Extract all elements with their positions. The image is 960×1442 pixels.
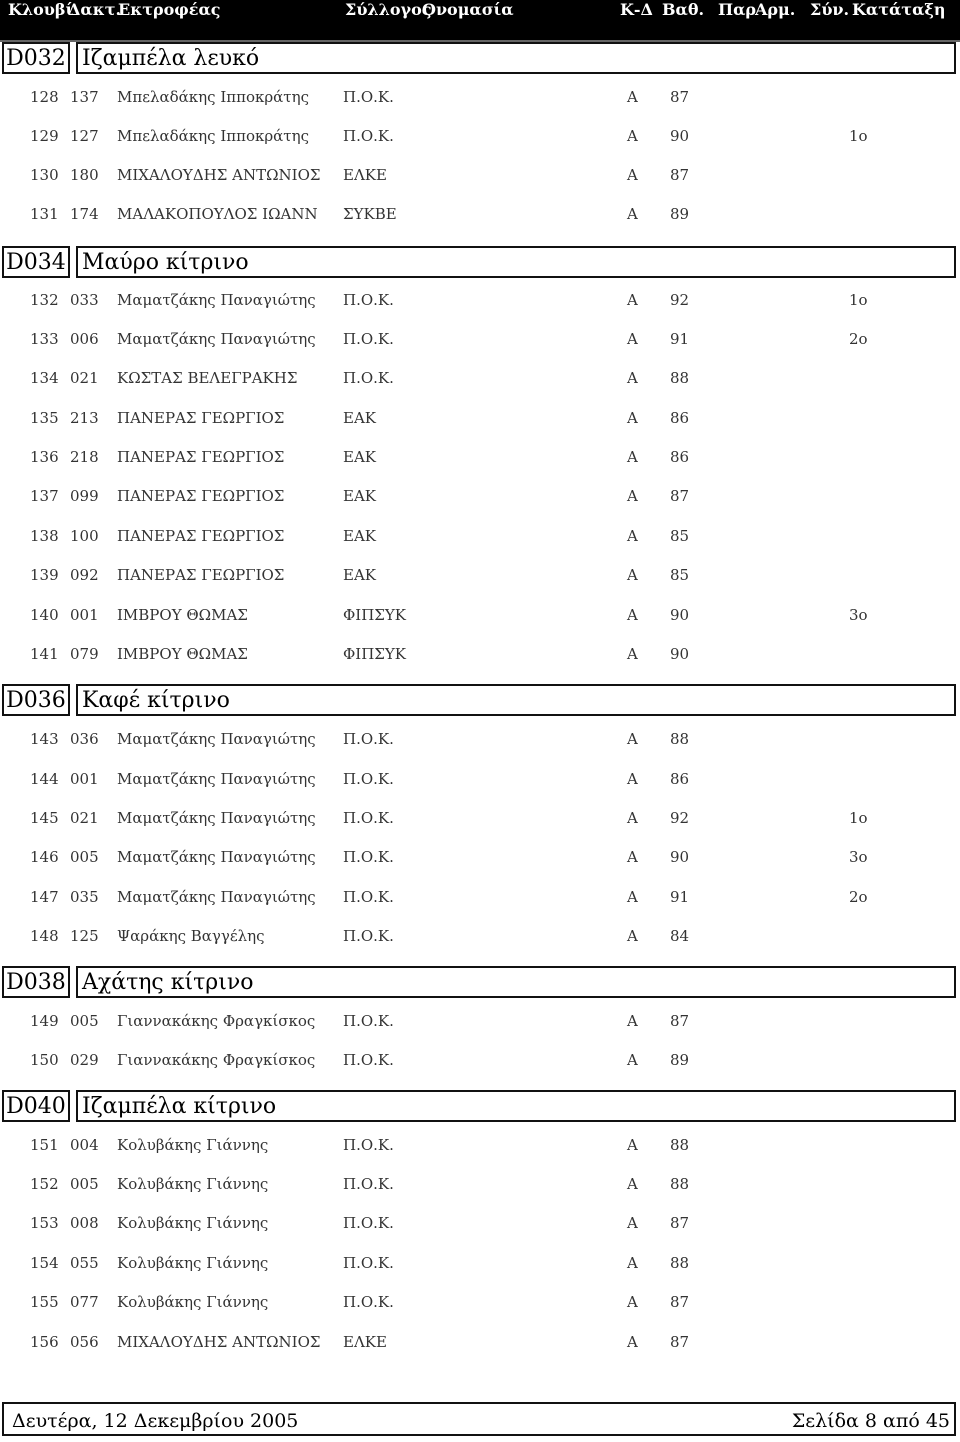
breeder-name: ΜΙΧΑΛΟΥΔΗΣ ΑΝΤΩΝΙΟΣ [117,1333,321,1351]
points: 86 [670,409,690,427]
points: 87 [670,1333,690,1351]
category: Α [627,291,638,309]
club-name: Π.Ο.Κ. [343,1293,394,1311]
breeder-name: ΠΑΝΕΡΑΣ ΓΕΩΡΓΙΟΣ [117,487,285,505]
breeder-name: ΙΜΒΡΟΥ ΘΩΜΑΣ [117,645,248,663]
breeder-name: Ψαράκης Βαγγέλης [117,927,265,945]
club-name: Π.Ο.Κ. [343,330,394,348]
cage-number: 133 [30,330,59,348]
ring-number: 006 [70,330,99,348]
breeder-name: Μπελαδάκης Ιπποκράτης [117,127,309,145]
table-row [0,730,960,752]
table-row [0,888,960,910]
category: Α [627,448,638,466]
cage-number: 148 [30,927,59,945]
cage-number: 154 [30,1254,59,1272]
breeder-name: Μαματζάκης Παναγιώτης [117,848,316,866]
section-title: Ιζαμπέλα κίτρινο [76,1090,956,1122]
breeder-name: Μπελαδάκης Ιπποκράτης [117,88,309,106]
breeder-name: ΜΙΧΑΛΟΥΔΗΣ ΑΝΤΩΝΙΟΣ [117,166,321,184]
ring-number: 021 [70,369,99,387]
table-row [0,1214,960,1236]
category: Α [627,487,638,505]
category: Α [627,1293,638,1311]
points: 89 [670,205,690,223]
cage-number: 135 [30,409,59,427]
cage-number: 141 [30,645,59,663]
points: 91 [670,888,690,906]
header-grade: Βαθ. [662,0,705,19]
club-name: Π.Ο.Κ. [343,1175,394,1193]
points: 87 [670,487,690,505]
ring-number: 033 [70,291,99,309]
cage-number: 145 [30,809,59,827]
breeder-name: Μαματζάκης Παναγιώτης [117,291,316,309]
points: 89 [670,1051,690,1069]
page-footer [2,1402,956,1436]
club-name: Π.Ο.Κ. [343,888,394,906]
cage-number: 132 [30,291,59,309]
table-row [0,606,960,628]
table-row [0,1051,960,1073]
category: Α [627,1214,638,1232]
category: Α [627,1333,638,1351]
section-title: Καφέ κίτρινο [76,684,956,716]
club-name: ΕΛΚΕ [343,1333,387,1351]
header-club: Σύλλογος [345,0,432,19]
ring-number: 036 [70,730,99,748]
points: 88 [670,1175,690,1193]
table-row [0,448,960,470]
points: 88 [670,369,690,387]
table-row [0,291,960,313]
breeder-name: ΠΑΝΕΡΑΣ ΓΕΩΡΓΙΟΣ [117,527,285,545]
category: Α [627,409,638,427]
table-row [0,645,960,667]
cage-number: 140 [30,606,59,624]
points: 84 [670,927,690,945]
table-header [0,0,960,42]
cage-number: 150 [30,1051,59,1069]
ranking: 2ο [849,330,868,348]
points: 88 [670,1136,690,1154]
category: Α [627,1012,638,1030]
table-row [0,1136,960,1158]
club-name: Π.Ο.Κ. [343,1051,394,1069]
club-name: Π.Ο.Κ. [343,848,394,866]
category: Α [627,927,638,945]
section-header [2,684,956,718]
club-name: Π.Ο.Κ. [343,927,394,945]
section-code: D034 [2,246,70,278]
category: Α [627,1254,638,1272]
header-total: Σύν. [810,0,850,19]
points: 90 [670,606,690,624]
category: Α [627,770,638,788]
club-name: Π.Ο.Κ. [343,88,394,106]
points: 86 [670,448,690,466]
section-code: D040 [2,1090,70,1122]
breeder-name: ΜΑΛΑΚΟΠΟΥΛΟΣ ΙΩΑΝΝ [117,205,318,223]
breeder-name: Κολυβάκης Γιάννης [117,1175,269,1193]
points: 85 [670,566,690,584]
breeder-name: Μαματζάκης Παναγιώτης [117,888,316,906]
category: Α [627,809,638,827]
ring-number: 100 [70,527,99,545]
cage-number: 146 [30,848,59,866]
breeder-name: Κολυβάκης Γιάννης [117,1293,269,1311]
category: Α [627,645,638,663]
table-row [0,848,960,870]
ring-number: 079 [70,645,99,663]
breeder-name: Μαματζάκης Παναγιώτης [117,330,316,348]
ranking: 1ο [849,127,868,145]
breeder-name: Μαματζάκης Παναγιώτης [117,730,316,748]
club-name: Π.Ο.Κ. [343,809,394,827]
category: Α [627,330,638,348]
points: 88 [670,730,690,748]
table-row [0,369,960,391]
club-name: ΕΑΚ [343,448,376,466]
footer-date: Δευτέρα, 12 Δεκεμβρίου 2005 [12,1410,299,1432]
category: Α [627,606,638,624]
points: 92 [670,291,690,309]
points: 92 [670,809,690,827]
club-name: Π.Ο.Κ. [343,1214,394,1232]
cage-number: 131 [30,205,59,223]
club-name: Π.Ο.Κ. [343,291,394,309]
category: Α [627,205,638,223]
cage-number: 139 [30,566,59,584]
club-name: Π.Ο.Κ. [343,369,394,387]
section-code: D032 [2,42,70,74]
section-header [2,1090,956,1124]
ring-number: 001 [70,606,99,624]
section-code: D036 [2,684,70,716]
cage-number: 130 [30,166,59,184]
breeder-name: ΠΑΝΕΡΑΣ ΓΕΩΡΓΙΟΣ [117,566,285,584]
ring-number: 005 [70,1012,99,1030]
table-row [0,527,960,549]
ring-number: 005 [70,848,99,866]
cage-number: 147 [30,888,59,906]
breeder-name: ΠΑΝΕΡΑΣ ΓΕΩΡΓΙΟΣ [117,409,285,427]
cage-number: 136 [30,448,59,466]
header-variety: Ονομασία [422,0,514,19]
ring-number: 056 [70,1333,99,1351]
ring-number: 213 [70,409,99,427]
ring-number: 092 [70,566,99,584]
table-row [0,927,960,949]
category: Α [627,88,638,106]
club-name: ΕΑΚ [343,566,376,584]
cage-number: 137 [30,487,59,505]
category: Α [627,127,638,145]
header-breeder: Εκτροφέας [118,0,221,19]
club-name: ΕΛΚΕ [343,166,387,184]
category: Α [627,1175,638,1193]
club-name: Π.Ο.Κ. [343,1012,394,1030]
ring-number: 099 [70,487,99,505]
table-row [0,809,960,831]
points: 87 [670,166,690,184]
ring-number: 008 [70,1214,99,1232]
breeder-name: Κολυβάκης Γιάννης [117,1136,269,1154]
points: 87 [670,1293,690,1311]
cage-number: 134 [30,369,59,387]
ring-number: 004 [70,1136,99,1154]
points: 91 [670,330,690,348]
footer-page-number: Σελίδα 8 από 45 [791,1410,950,1432]
club-name: ΦΙΠΣΥΚ [343,606,407,624]
ring-number: 035 [70,888,99,906]
ring-number: 127 [70,127,99,145]
ring-number: 005 [70,1175,99,1193]
cage-number: 129 [30,127,59,145]
cage-number: 138 [30,527,59,545]
section-code: D038 [2,966,70,998]
ring-number: 137 [70,88,99,106]
table-row [0,166,960,188]
ring-number: 125 [70,927,99,945]
header-ring: Δακτ. [68,0,122,19]
points: 90 [670,127,690,145]
club-name: Π.Ο.Κ. [343,730,394,748]
cage-number: 144 [30,770,59,788]
table-row [0,770,960,792]
cage-number: 156 [30,1333,59,1351]
table-row [0,487,960,509]
table-row [0,566,960,588]
section-header [2,42,956,76]
points: 88 [670,1254,690,1272]
category: Α [627,369,638,387]
section-header [2,966,956,1000]
ring-number: 021 [70,809,99,827]
table-row [0,1012,960,1034]
header-par: Παρ [718,0,757,19]
section-title: Αχάτης κίτρινο [76,966,956,998]
category: Α [627,848,638,866]
ranking: 1ο [849,809,868,827]
ring-number: 180 [70,166,99,184]
breeder-name: Μαματζάκης Παναγιώτης [117,809,316,827]
header-cage: Κλουβί [8,0,74,19]
breeder-name: Γιαννακάκης Φραγκίσκος [117,1012,316,1030]
table-row [0,1175,960,1197]
club-name: ΕΑΚ [343,527,376,545]
header-ranking: Κατάταξη [852,0,946,19]
points: 87 [670,88,690,106]
section-header [2,246,956,280]
table-row [0,330,960,352]
club-name: ΦΙΠΣΥΚ [343,645,407,663]
breeder-name: ΙΜΒΡΟΥ ΘΩΜΑΣ [117,606,248,624]
category: Α [627,730,638,748]
points: 85 [670,527,690,545]
points: 86 [670,770,690,788]
ranking: 2ο [849,888,868,906]
club-name: ΕΑΚ [343,487,376,505]
table-row [0,409,960,431]
category: Α [627,1136,638,1154]
club-name: Π.Ο.Κ. [343,127,394,145]
ring-number: 001 [70,770,99,788]
ranking: 1ο [849,291,868,309]
header-arm: Αρμ. [755,0,796,19]
table-row [0,205,960,227]
table-row [0,1254,960,1276]
table-row [0,88,960,110]
points: 90 [670,645,690,663]
cage-number: 153 [30,1214,59,1232]
points: 90 [670,848,690,866]
ring-number: 029 [70,1051,99,1069]
cage-number: 151 [30,1136,59,1154]
breeder-name: ΠΑΝΕΡΑΣ ΓΕΩΡΓΙΟΣ [117,448,285,466]
ranking: 3ο [849,848,868,866]
club-name: ΣΥΚΒΕ [343,205,397,223]
section-title: Μαύρο κίτρινο [76,246,956,278]
breeder-name: Γιαννακάκης Φραγκίσκος [117,1051,316,1069]
ring-number: 055 [70,1254,99,1272]
breeder-name: Μαματζάκης Παναγιώτης [117,770,316,788]
category: Α [627,527,638,545]
breeder-name: ΚΩΣΤΑΣ ΒΕΛΕΓΡΑΚΗΣ [117,369,298,387]
category: Α [627,888,638,906]
section-title: Ιζαμπέλα λευκό [76,42,956,74]
category: Α [627,1051,638,1069]
club-name: Π.Ο.Κ. [343,1254,394,1272]
table-row [0,1333,960,1355]
cage-number: 128 [30,88,59,106]
cage-number: 155 [30,1293,59,1311]
breeder-name: Κολυβάκης Γιάννης [117,1254,269,1272]
ranking: 3ο [849,606,868,624]
points: 87 [670,1012,690,1030]
header-kd: Κ-Δ [620,0,653,19]
ring-number: 218 [70,448,99,466]
cage-number: 143 [30,730,59,748]
club-name: Π.Ο.Κ. [343,1136,394,1154]
ring-number: 077 [70,1293,99,1311]
ring-number: 174 [70,205,99,223]
breeder-name: Κολυβάκης Γιάννης [117,1214,269,1232]
club-name: ΕΑΚ [343,409,376,427]
category: Α [627,566,638,584]
table-row [0,1293,960,1315]
table-row [0,127,960,149]
club-name: Π.Ο.Κ. [343,770,394,788]
cage-number: 152 [30,1175,59,1193]
category: Α [627,166,638,184]
cage-number: 149 [30,1012,59,1030]
points: 87 [670,1214,690,1232]
